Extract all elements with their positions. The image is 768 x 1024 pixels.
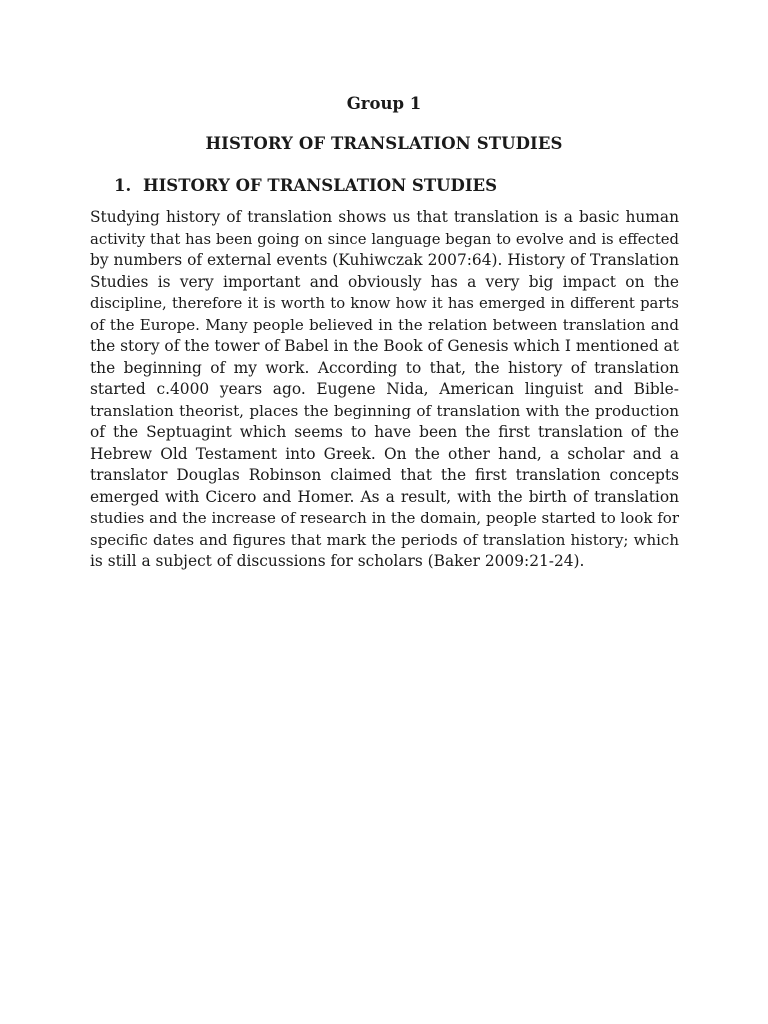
group-label: Group 1: [346, 94, 422, 113]
paragraph-line: Studying history of translation shows us that translation is a basic human: [90, 208, 679, 226]
paragraph-line: the story of the tower of Babel in the Book of Genesis which I mentioned at: [90, 337, 679, 355]
paragraph-line: specific dates and figures that mark the periods of translation history; which: [90, 530, 679, 549]
paragraph-line: studies and the increase of research in the domain, people started to look for: [90, 509, 679, 527]
paragraph-line: is still a subject of discussions for scholars (Baker 2009:21-24).: [90, 552, 585, 570]
paragraph-line: by numbers of external events (Kuhiwczak 2007:64). History of Translation: [90, 251, 679, 269]
paragraph-line: translator Douglas Robinson claimed that the first translation concepts: [90, 466, 679, 484]
paragraph-line: activity that has been going on since language began to evolve and is effected: [90, 230, 679, 248]
paragraph-line: translation theorist, places the beginning of translation with the production: [90, 401, 679, 420]
paragraph-line: emerged with Cicero and Homer. As a result, with the birth of translation: [90, 487, 679, 506]
paragraph-line: of the Septuagint which seems to have been the first translation of the: [90, 423, 679, 441]
document-title: HISTORY OF TRANSLATION STUDIES: [205, 134, 563, 153]
body-paragraph: [90, 207, 679, 573]
paragraph-line: Hebrew Old Testament into Greek. On the other hand, a scholar and a: [90, 444, 679, 463]
paragraph-line: of the Europe. Many people believed in the relation between translation and: [90, 315, 679, 334]
section-heading: [114, 176, 497, 196]
section-heading-text: HISTORY OF TRANSLATION STUDIES: [143, 176, 498, 195]
paragraph-line: discipline, therefore it is worth to know how it has emerged in different parts: [90, 295, 679, 312]
paragraph-line: started c.4000 years ago. Eugene Nida, American linguist and Bible-: [90, 380, 679, 398]
section-number: 1.: [114, 176, 132, 195]
paragraph-line: Studies is very important and obviously has a very big impact on the: [90, 272, 679, 291]
paragraph-line: the beginning of my work. According to that, the history of translation: [90, 358, 679, 377]
